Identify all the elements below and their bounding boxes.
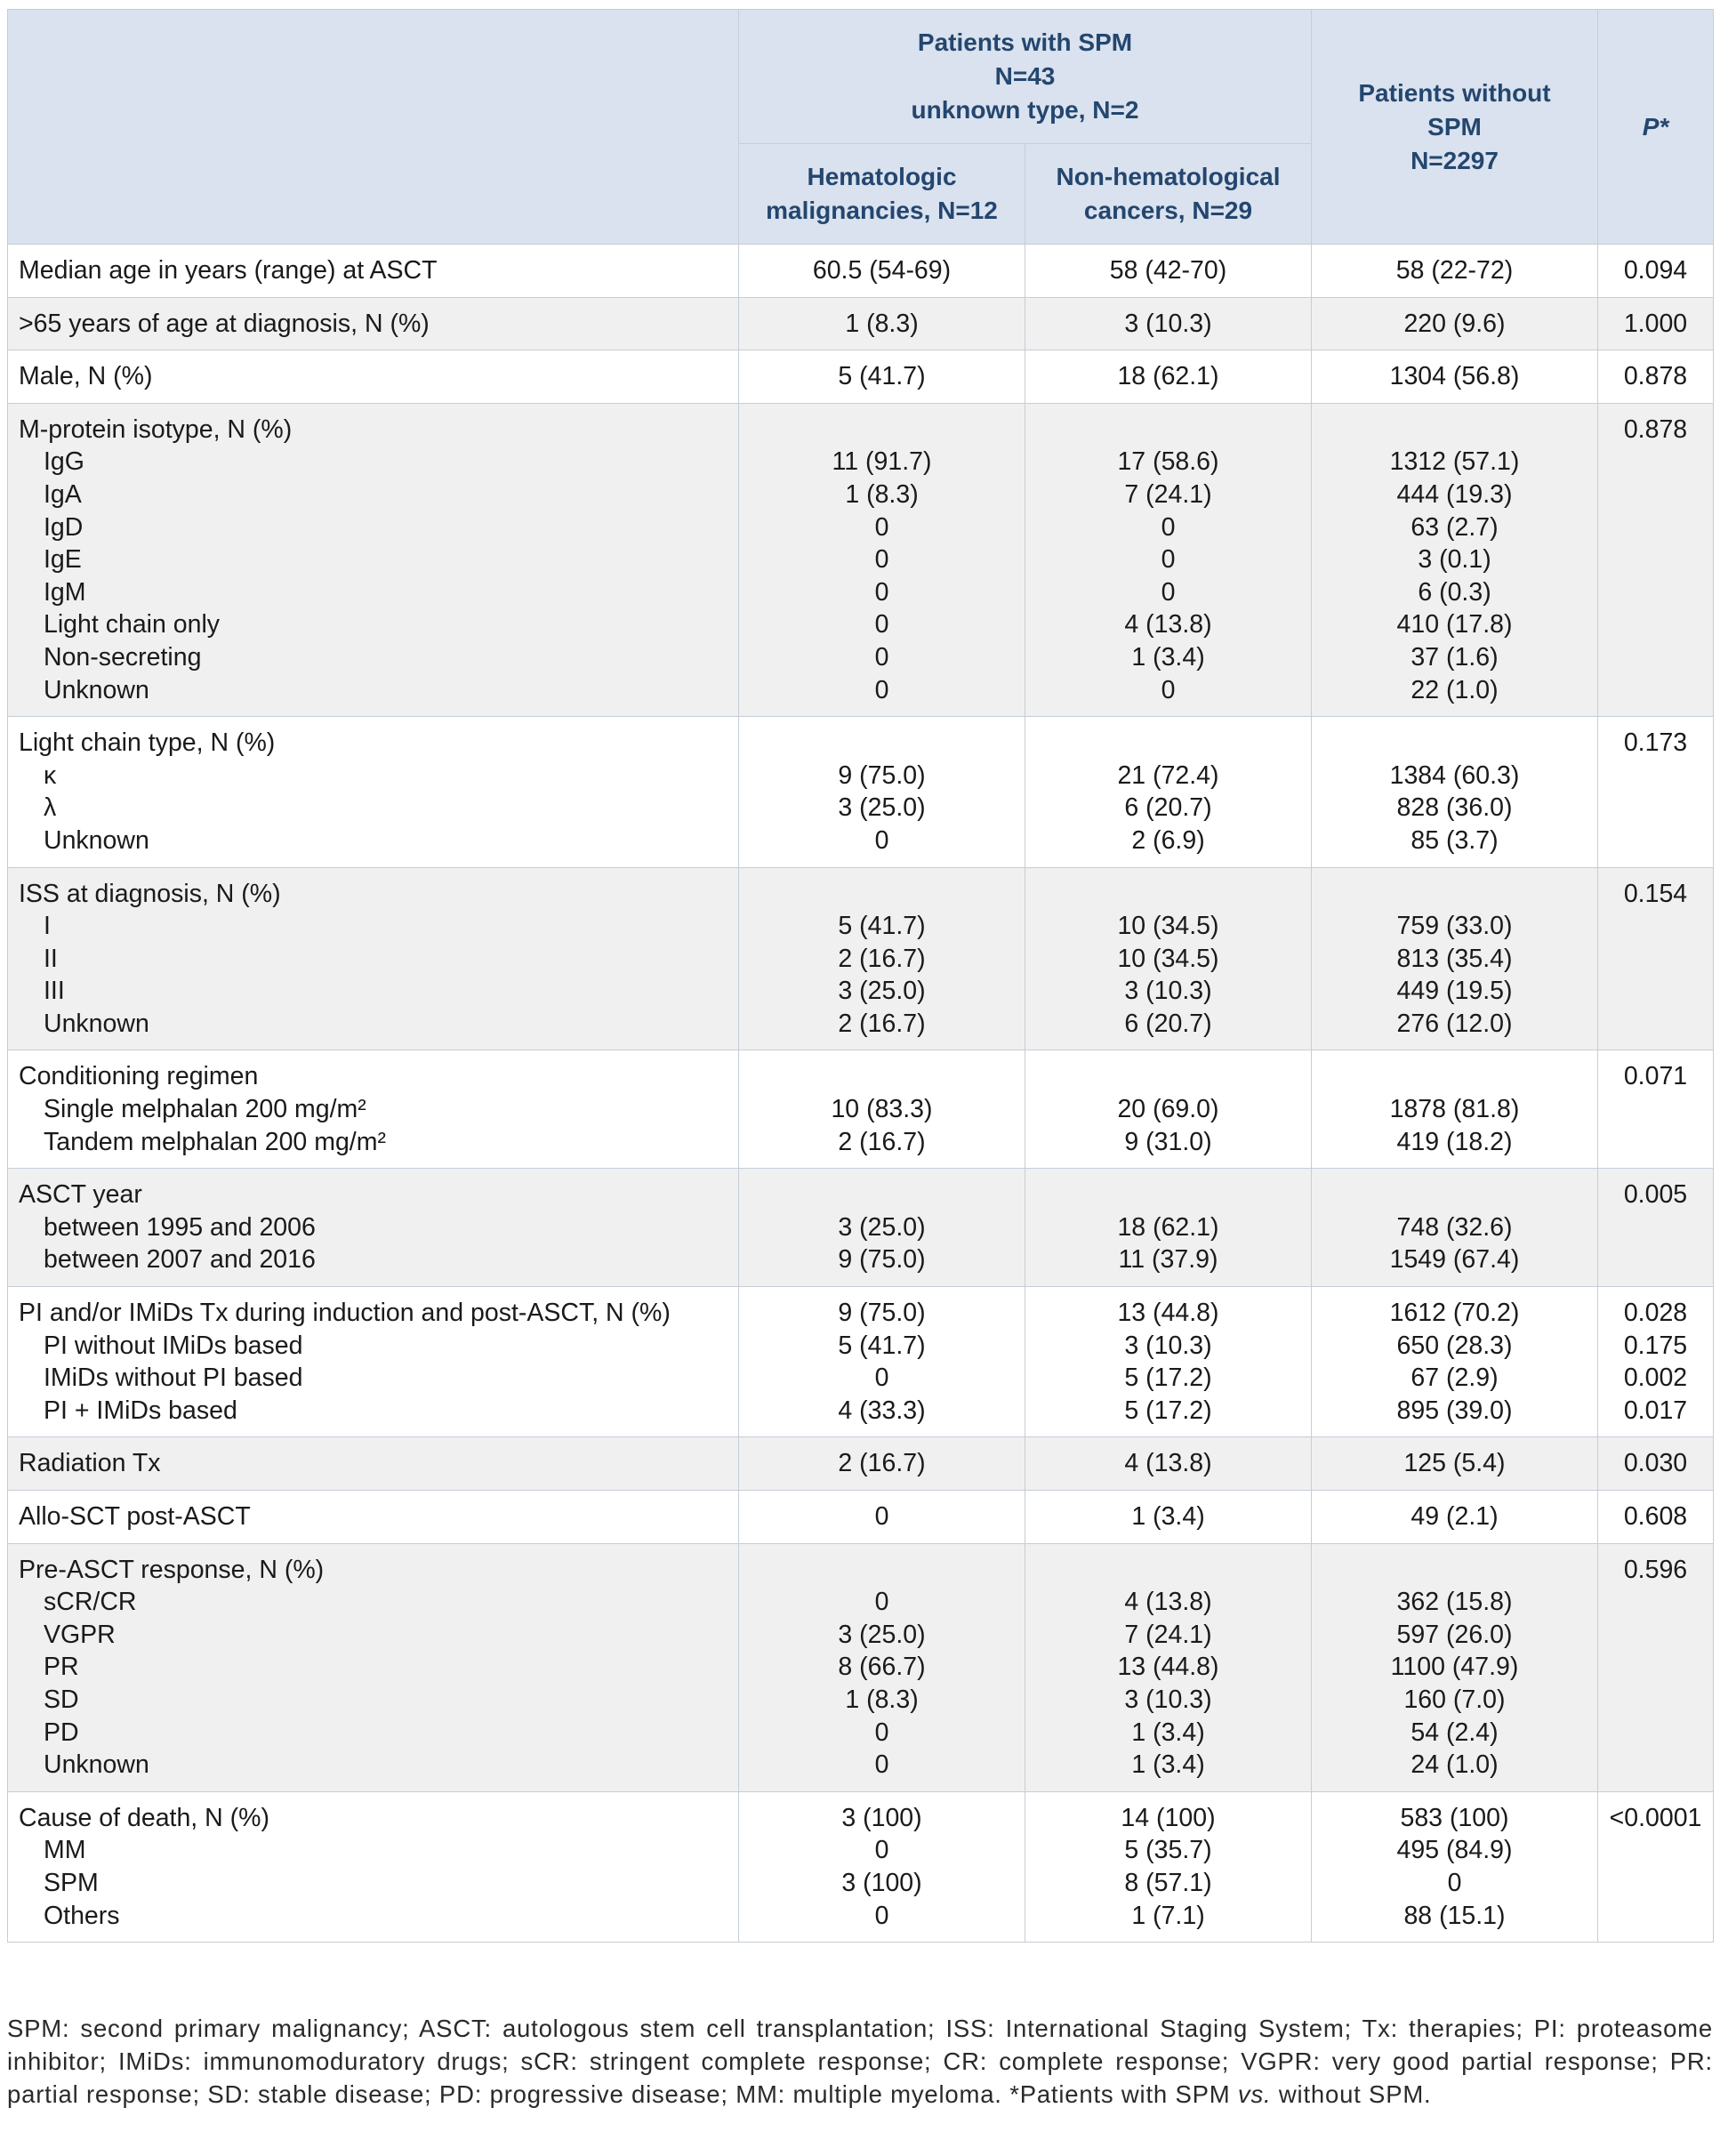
cell-value: 1 (3.4) bbox=[1131, 1750, 1205, 1780]
cell-value: 3 (10.3) bbox=[1124, 1331, 1212, 1360]
cell-value: 2 (16.7) bbox=[838, 1127, 926, 1156]
cell-value: 748 (32.6) bbox=[1396, 1212, 1513, 1242]
without-spm-cell bbox=[1312, 717, 1598, 867]
hematologic-cell bbox=[739, 867, 1025, 1050]
header-line: N=2297 bbox=[1411, 146, 1499, 174]
cell-value: 58 (42-70) bbox=[1109, 256, 1227, 285]
cell-value: 1304 (56.8) bbox=[1389, 362, 1520, 391]
cell-value: 597 (26.0) bbox=[1396, 1620, 1513, 1649]
cell-value: 5 (17.2) bbox=[1124, 1364, 1212, 1393]
cell-value: 813 (35.4) bbox=[1396, 944, 1513, 973]
cell-value: 2 (16.7) bbox=[838, 1009, 926, 1038]
cell-value bbox=[1312, 727, 1597, 760]
cell-value: 0 bbox=[1447, 1868, 1462, 1897]
cell-value bbox=[1025, 1554, 1311, 1587]
cell-value: 37 (1.6) bbox=[1411, 642, 1499, 672]
cell-value: 1612 (70.2) bbox=[1389, 1299, 1520, 1328]
cell-value: 0.028 bbox=[1623, 1299, 1688, 1328]
row-sublabel: IgE bbox=[44, 545, 82, 575]
cell-value: 0.878 bbox=[1623, 414, 1688, 444]
without-spm-cell bbox=[1312, 297, 1598, 350]
header-line: Non-hematological bbox=[1056, 163, 1281, 190]
cell-value bbox=[1312, 414, 1597, 446]
p-value-cell bbox=[1598, 297, 1714, 350]
table-row bbox=[8, 717, 1714, 867]
non-hematological-cell bbox=[1025, 1491, 1312, 1544]
table-row bbox=[8, 867, 1714, 1050]
row-label-cell bbox=[8, 350, 739, 404]
cell-value: 0.878 bbox=[1623, 362, 1688, 391]
cell-value: 5 (35.7) bbox=[1124, 1836, 1212, 1865]
row-sublabel: III bbox=[44, 977, 65, 1006]
cell-value: 0.596 bbox=[1623, 1555, 1688, 1584]
cell-value: 0 bbox=[874, 1364, 889, 1393]
non-hematological-cell bbox=[1025, 717, 1312, 867]
cell-value: 58 (22-72) bbox=[1395, 256, 1514, 285]
hematologic-cell bbox=[739, 297, 1025, 350]
without-spm-cell bbox=[1312, 403, 1598, 716]
table-row bbox=[8, 403, 1714, 716]
cell-value: 3 (10.3) bbox=[1124, 977, 1212, 1006]
cell-value: 7 (24.1) bbox=[1124, 1620, 1212, 1649]
row-label: Pre-ASCT response, N (%) bbox=[19, 1555, 325, 1584]
cell-value: 276 (12.0) bbox=[1396, 1009, 1513, 1038]
non-hematological-cell bbox=[1025, 1050, 1312, 1169]
header-line: Hematologic bbox=[807, 163, 957, 190]
cell-value: 10 (83.3) bbox=[831, 1095, 933, 1124]
cell-value: 49 (2.1) bbox=[1411, 1502, 1499, 1531]
cell-value: 0 bbox=[874, 825, 889, 855]
hematologic-cell bbox=[739, 1287, 1025, 1437]
header-hematologic bbox=[739, 144, 1025, 245]
cell-value: 0 bbox=[1161, 545, 1176, 575]
cell-value: 0.002 bbox=[1623, 1364, 1688, 1393]
header-line: malignancies, N=12 bbox=[766, 197, 998, 224]
cell-value: 0.175 bbox=[1623, 1331, 1688, 1360]
cell-value: 1.000 bbox=[1623, 309, 1688, 338]
cell-value: 3 (25.0) bbox=[838, 977, 926, 1006]
row-label: Conditioning regimen bbox=[19, 1062, 259, 1091]
header-non-hematological bbox=[1025, 144, 1312, 245]
row-sublabel: Light chain only bbox=[44, 610, 221, 640]
cell-value: 0 bbox=[874, 1502, 889, 1531]
header-blank-cell bbox=[8, 10, 739, 245]
row-label-cell bbox=[8, 1491, 739, 1544]
cell-value bbox=[739, 1179, 1025, 1211]
p-value-cell bbox=[1598, 1791, 1714, 1942]
row-sublabel: I bbox=[44, 912, 51, 941]
cell-value: 449 (19.5) bbox=[1396, 977, 1513, 1006]
row-sublabel: between 1995 and 2006 bbox=[44, 1212, 316, 1242]
without-spm-cell bbox=[1312, 350, 1598, 404]
cell-value: 419 (18.2) bbox=[1396, 1127, 1513, 1156]
cell-value: 3 (25.0) bbox=[838, 1620, 926, 1649]
cell-value: 0.071 bbox=[1623, 1062, 1688, 1091]
without-spm-cell bbox=[1312, 1491, 1598, 1544]
without-spm-cell bbox=[1312, 1169, 1598, 1287]
cell-value: 895 (39.0) bbox=[1396, 1396, 1513, 1425]
header-line: SPM bbox=[1427, 112, 1482, 141]
row-label-cell bbox=[8, 1791, 739, 1942]
row-sublabel: Non-secreting bbox=[44, 642, 202, 672]
row-sublabel: PI + IMiDs based bbox=[44, 1396, 237, 1425]
cell-value: 5 (41.7) bbox=[838, 1331, 926, 1360]
cell-value: 13 (44.8) bbox=[1117, 1299, 1219, 1328]
table-row bbox=[8, 1169, 1714, 1287]
non-hematological-cell bbox=[1025, 1287, 1312, 1437]
cell-value: 8 (66.7) bbox=[838, 1653, 926, 1682]
hematologic-cell bbox=[739, 1791, 1025, 1942]
without-spm-cell bbox=[1312, 1543, 1598, 1791]
cell-value: 4 (33.3) bbox=[838, 1396, 926, 1425]
cell-value: 10 (34.5) bbox=[1117, 912, 1219, 941]
cell-value: <0.0001 bbox=[1609, 1803, 1702, 1832]
row-sublabel: κ bbox=[44, 760, 57, 790]
cell-value: 17 (58.6) bbox=[1117, 447, 1219, 477]
cell-value: 9 (75.0) bbox=[838, 760, 926, 790]
without-spm-cell bbox=[1312, 867, 1598, 1050]
row-sublabel: Unknown bbox=[44, 1750, 149, 1780]
cell-value: 1 (3.4) bbox=[1131, 1718, 1205, 1747]
cell-value: 6 (20.7) bbox=[1124, 793, 1212, 823]
hematologic-cell bbox=[739, 245, 1025, 298]
cell-value: 410 (17.8) bbox=[1396, 610, 1513, 640]
cell-value: 4 (13.8) bbox=[1124, 1449, 1212, 1478]
non-hematological-cell bbox=[1025, 867, 1312, 1050]
cell-value: 0.017 bbox=[1623, 1396, 1688, 1425]
row-sublabel: λ bbox=[44, 793, 57, 823]
cell-value: 10 (34.5) bbox=[1117, 944, 1219, 973]
cell-value: 24 (1.0) bbox=[1411, 1750, 1499, 1780]
non-hematological-cell bbox=[1025, 297, 1312, 350]
cell-value bbox=[739, 1060, 1025, 1093]
cell-value bbox=[1312, 1554, 1597, 1587]
hematologic-cell bbox=[739, 1543, 1025, 1791]
row-label-cell bbox=[8, 867, 739, 1050]
row-label-cell bbox=[8, 717, 739, 867]
p-value-cell bbox=[1598, 867, 1714, 1050]
p-value-cell bbox=[1598, 1437, 1714, 1491]
table-row bbox=[8, 1050, 1714, 1169]
cell-value: 67 (2.9) bbox=[1411, 1364, 1499, 1393]
cell-value: 3 (10.3) bbox=[1124, 1685, 1212, 1714]
row-label-cell bbox=[8, 1543, 739, 1791]
cell-value: 495 (84.9) bbox=[1396, 1836, 1513, 1865]
cell-value: 6 (20.7) bbox=[1124, 1009, 1212, 1038]
cell-value: 3 (25.0) bbox=[838, 793, 926, 823]
non-hematological-cell bbox=[1025, 403, 1312, 716]
footnote-vs: vs. bbox=[1237, 2080, 1272, 2108]
cell-value bbox=[1025, 1179, 1311, 1211]
row-sublabel: II bbox=[44, 944, 58, 973]
row-label: Light chain type, N (%) bbox=[19, 728, 276, 758]
row-label-cell bbox=[8, 245, 739, 298]
table-row bbox=[8, 297, 1714, 350]
cell-value bbox=[1025, 878, 1311, 911]
cell-value: 759 (33.0) bbox=[1396, 912, 1513, 941]
cell-value: 0 bbox=[874, 1901, 889, 1930]
p-value-cell bbox=[1598, 1543, 1714, 1791]
row-sublabel: IgA bbox=[44, 479, 82, 509]
cell-value: 1 (8.3) bbox=[845, 309, 919, 338]
row-sublabel: Others bbox=[44, 1901, 120, 1930]
cell-value: 0 bbox=[874, 1836, 889, 1865]
table-row bbox=[8, 1491, 1714, 1544]
cell-value: 4 (13.8) bbox=[1124, 1588, 1212, 1617]
row-sublabel: PD bbox=[44, 1718, 79, 1747]
header-line: cancers, N=29 bbox=[1083, 197, 1253, 224]
cell-value: 362 (15.8) bbox=[1396, 1588, 1513, 1617]
table-body bbox=[8, 245, 1714, 1943]
row-label-cell bbox=[8, 403, 739, 716]
cell-value: 18 (62.1) bbox=[1117, 1212, 1219, 1242]
cell-value bbox=[739, 1554, 1025, 1587]
cell-value: 4 (13.8) bbox=[1124, 610, 1212, 640]
table-row bbox=[8, 245, 1714, 298]
cell-value: 0.154 bbox=[1623, 879, 1688, 908]
cell-value: 0.005 bbox=[1623, 1180, 1688, 1210]
cell-value bbox=[1312, 878, 1597, 911]
row-label-cell bbox=[8, 1287, 739, 1437]
cell-value: 220 (9.6) bbox=[1403, 309, 1506, 338]
hematologic-cell bbox=[739, 350, 1025, 404]
cell-value: 60.5 (54-69) bbox=[812, 256, 952, 285]
row-sublabel: IgM bbox=[44, 577, 86, 607]
header-patients-without-spm bbox=[1312, 10, 1598, 245]
cell-value: 11 (91.7) bbox=[832, 447, 932, 477]
cell-value: 3 (100) bbox=[841, 1803, 922, 1832]
row-sublabel: Tandem melphalan 200 mg/m² bbox=[44, 1127, 386, 1156]
non-hematological-cell bbox=[1025, 1169, 1312, 1287]
cell-value: 13 (44.8) bbox=[1117, 1653, 1219, 1682]
row-label-cell bbox=[8, 297, 739, 350]
header-patients-with-spm bbox=[739, 10, 1312, 144]
cell-value: 0.030 bbox=[1623, 1449, 1688, 1478]
cell-value: 1549 (67.4) bbox=[1389, 1245, 1520, 1275]
row-sublabel: SPM bbox=[44, 1868, 99, 1897]
p-value-cell bbox=[1598, 350, 1714, 404]
cell-value: 2 (16.7) bbox=[838, 944, 926, 973]
cell-value bbox=[1312, 1179, 1597, 1211]
cell-value: 6 (0.3) bbox=[1418, 577, 1491, 607]
cell-value: 0 bbox=[874, 1588, 889, 1617]
p-value-cell bbox=[1598, 1491, 1714, 1544]
cell-value: 444 (19.3) bbox=[1396, 479, 1513, 509]
cell-value: 5 (17.2) bbox=[1124, 1396, 1212, 1425]
cell-value: 21 (72.4) bbox=[1117, 760, 1219, 790]
cell-value: 85 (3.7) bbox=[1411, 825, 1499, 855]
cell-value: 5 (41.7) bbox=[838, 912, 926, 941]
table-row bbox=[8, 1437, 1714, 1491]
row-sublabel: Unknown bbox=[44, 675, 149, 704]
table-row bbox=[8, 350, 1714, 404]
cell-value: 0.094 bbox=[1623, 256, 1688, 285]
cell-value: 2 (6.9) bbox=[1131, 825, 1205, 855]
characteristics-table bbox=[7, 9, 1714, 1943]
hematologic-cell bbox=[739, 403, 1025, 716]
cell-value: 0 bbox=[1161, 577, 1176, 607]
cell-value: 54 (2.4) bbox=[1411, 1718, 1499, 1747]
row-label: ASCT year bbox=[19, 1180, 142, 1210]
non-hematological-cell bbox=[1025, 1437, 1312, 1491]
cell-value: 1 (7.1) bbox=[1131, 1901, 1205, 1930]
row-sublabel: IgD bbox=[44, 512, 84, 542]
non-hematological-cell bbox=[1025, 1791, 1312, 1942]
table-row bbox=[8, 1791, 1714, 1942]
p-value-cell bbox=[1598, 1287, 1714, 1437]
row-label-cell bbox=[8, 1050, 739, 1169]
without-spm-cell bbox=[1312, 1287, 1598, 1437]
row-sublabel: Unknown bbox=[44, 825, 149, 855]
cell-value: 0 bbox=[1161, 512, 1176, 542]
row-sublabel: IMiDs without PI based bbox=[44, 1364, 303, 1393]
hematologic-cell bbox=[739, 1491, 1025, 1544]
cell-value: 3 (0.1) bbox=[1418, 545, 1491, 575]
row-sublabel: Single melphalan 200 mg/m² bbox=[44, 1095, 366, 1124]
p-value-cell bbox=[1598, 1169, 1714, 1287]
row-label: Allo-SCT post-ASCT bbox=[19, 1502, 251, 1531]
cell-value: 88 (15.1) bbox=[1403, 1901, 1506, 1930]
cell-value: 63 (2.7) bbox=[1411, 512, 1499, 542]
cell-value: 1100 (47.9) bbox=[1390, 1653, 1519, 1682]
row-label: Cause of death, N (%) bbox=[19, 1803, 269, 1832]
cell-value: 22 (1.0) bbox=[1411, 675, 1499, 704]
without-spm-cell bbox=[1312, 1050, 1598, 1169]
cell-value: 9 (31.0) bbox=[1124, 1127, 1212, 1156]
cell-value: 0 bbox=[874, 512, 889, 542]
row-sublabel: IgG bbox=[44, 447, 84, 477]
cell-value: 3 (10.3) bbox=[1124, 309, 1212, 338]
cell-value bbox=[1312, 1060, 1597, 1093]
row-label: M-protein isotype, N (%) bbox=[19, 414, 293, 444]
without-spm-cell bbox=[1312, 245, 1598, 298]
hematologic-cell bbox=[739, 1050, 1025, 1169]
row-sublabel: SD bbox=[44, 1685, 79, 1714]
cell-value: 11 (37.9) bbox=[1118, 1245, 1218, 1275]
row-label: PI and/or IMiDs Tx during induction and post-ASCT, N (%) bbox=[19, 1299, 671, 1328]
cell-value: 0 bbox=[874, 577, 889, 607]
cell-value: 160 (7.0) bbox=[1403, 1685, 1506, 1714]
cell-value bbox=[1025, 1060, 1311, 1093]
non-hematological-cell bbox=[1025, 350, 1312, 404]
row-label: Median age in years (range) at ASCT bbox=[19, 256, 438, 285]
row-sublabel: VGPR bbox=[44, 1620, 116, 1649]
cell-value: 3 (100) bbox=[841, 1868, 922, 1897]
cell-value: 0 bbox=[874, 675, 889, 704]
row-label-cell bbox=[8, 1437, 739, 1491]
cell-value: 8 (57.1) bbox=[1124, 1868, 1212, 1897]
cell-value: 1878 (81.8) bbox=[1389, 1095, 1520, 1124]
cell-value: 1384 (60.3) bbox=[1389, 760, 1520, 790]
cell-value bbox=[739, 414, 1025, 446]
table-row bbox=[8, 1287, 1714, 1437]
cell-value: 1 (3.4) bbox=[1131, 642, 1205, 672]
row-label: ISS at diagnosis, N (%) bbox=[19, 879, 281, 908]
row-sublabel: sCR/CR bbox=[44, 1588, 137, 1617]
cell-value: 0 bbox=[1161, 675, 1176, 704]
cell-value: 0 bbox=[874, 642, 889, 672]
header-p-value: P* bbox=[1598, 10, 1714, 245]
cell-value: 828 (36.0) bbox=[1396, 793, 1513, 823]
cell-value: 20 (69.0) bbox=[1117, 1095, 1219, 1124]
hematologic-cell bbox=[739, 1437, 1025, 1491]
cell-value: 9 (75.0) bbox=[838, 1245, 926, 1275]
non-hematological-cell bbox=[1025, 245, 1312, 298]
without-spm-cell bbox=[1312, 1791, 1598, 1942]
footnote bbox=[7, 2012, 1713, 2111]
cell-value: 2 (16.7) bbox=[838, 1449, 926, 1478]
cell-value: 7 (24.1) bbox=[1124, 479, 1212, 509]
p-value-cell bbox=[1598, 245, 1714, 298]
footnote-text: SPM: second primary malignancy; ASCT: autologous stem cell transplantation; ISS: International Staging System; Tx: therapies; PI: proteasome inhibitor; IMiDs: immunomoduratory drugs; sCR: stringent complete response; CR: complete response; VGPR: very good partial response; PR: partial response; SD: stable disease; PD: progressive disease; MM: multiple myeloma. *Patients with SPM bbox=[7, 2015, 1713, 2108]
cell-value: 0 bbox=[874, 545, 889, 575]
cell-value: 9 (75.0) bbox=[838, 1299, 926, 1328]
hematologic-cell bbox=[739, 717, 1025, 867]
cell-value: 18 (62.1) bbox=[1117, 362, 1219, 391]
cell-value: 0 bbox=[874, 1750, 889, 1780]
row-label: >65 years of age at diagnosis, N (%) bbox=[19, 309, 430, 338]
table-container bbox=[7, 9, 1713, 1943]
row-label: Male, N (%) bbox=[19, 362, 153, 391]
cell-value bbox=[1025, 414, 1311, 446]
row-label: Radiation Tx bbox=[19, 1449, 161, 1478]
p-value-cell bbox=[1598, 717, 1714, 867]
cell-value: 1 (8.3) bbox=[845, 479, 919, 509]
row-sublabel: Unknown bbox=[44, 1009, 149, 1038]
cell-value: 0 bbox=[874, 610, 889, 640]
header-line: unknown type, N=2 bbox=[911, 96, 1139, 124]
p-value-cell bbox=[1598, 403, 1714, 716]
non-hematological-cell bbox=[1025, 1543, 1312, 1791]
row-sublabel: MM bbox=[44, 1836, 86, 1865]
cell-value: 0.173 bbox=[1623, 728, 1688, 758]
row-label-cell bbox=[8, 1169, 739, 1287]
cell-value bbox=[739, 878, 1025, 911]
header-line: N=43 bbox=[994, 62, 1056, 90]
cell-value: 125 (5.4) bbox=[1403, 1449, 1506, 1478]
cell-value bbox=[1025, 727, 1311, 760]
cell-value: 650 (28.3) bbox=[1396, 1331, 1513, 1360]
row-sublabel: PR bbox=[44, 1653, 79, 1682]
cell-value: 3 (25.0) bbox=[838, 1212, 926, 1242]
p-value-cell bbox=[1598, 1050, 1714, 1169]
cell-value: 0.608 bbox=[1623, 1502, 1688, 1531]
cell-value: 1312 (57.1) bbox=[1389, 447, 1520, 477]
row-sublabel: between 2007 and 2016 bbox=[44, 1245, 316, 1275]
hematologic-cell bbox=[739, 1169, 1025, 1287]
cell-value: 14 (100) bbox=[1121, 1803, 1216, 1832]
cell-value bbox=[739, 727, 1025, 760]
cell-value: 0 bbox=[874, 1718, 889, 1747]
cell-value: 1 (3.4) bbox=[1131, 1502, 1205, 1531]
header-line: Patients without bbox=[1358, 78, 1551, 107]
cell-value: 1 (8.3) bbox=[845, 1685, 919, 1714]
footnote-text-end: without SPM. bbox=[1271, 2080, 1432, 2108]
without-spm-cell bbox=[1312, 1437, 1598, 1491]
table-header bbox=[8, 10, 1714, 245]
row-sublabel: PI without IMiDs based bbox=[44, 1331, 303, 1360]
table-row bbox=[8, 1543, 1714, 1791]
cell-value: 5 (41.7) bbox=[838, 362, 926, 391]
cell-value: 583 (100) bbox=[1400, 1803, 1509, 1832]
header-line: Patients with SPM bbox=[917, 28, 1133, 56]
